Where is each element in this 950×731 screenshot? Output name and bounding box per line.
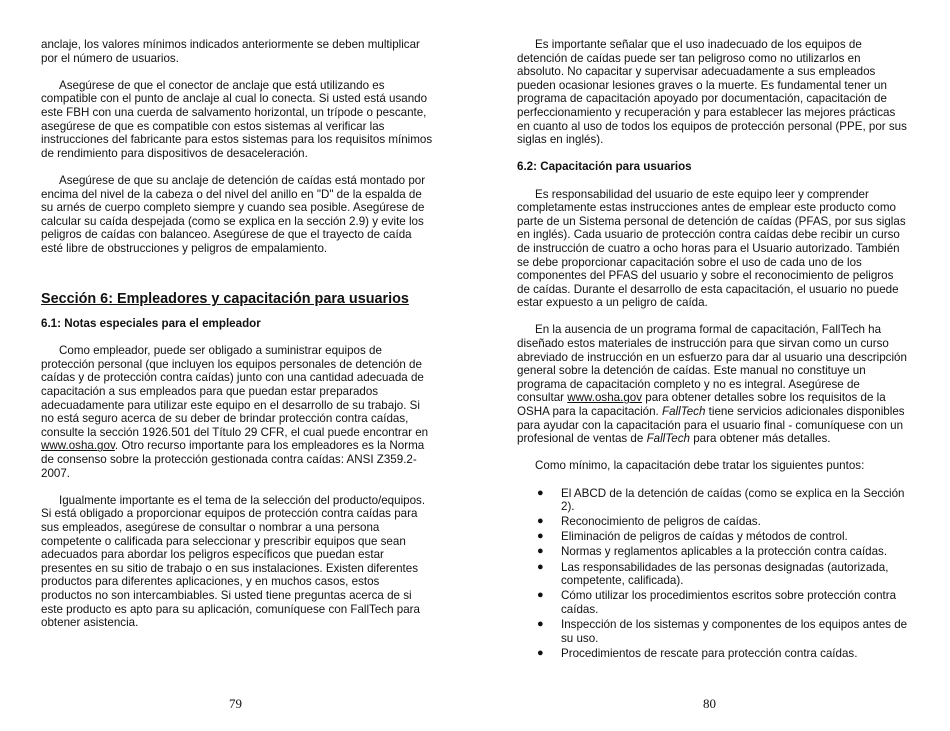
paragraph-anchor-continued: anclaje, los valores mínimos indicados anteriormente se deben multiplicar por el número de usuarios. — [41, 38, 420, 65]
bullet-icon: ● — [537, 617, 544, 630]
list-item: ● El ABCD de la detención de caídas (como se explica en la Sección 2). — [537, 486, 905, 514]
page-number-right: 80 — [703, 696, 716, 711]
list-item: ● Cómo utilizar los procedimientos escritos sobre protección contra caídas. — [537, 589, 897, 616]
list-item: ● Reconocimiento de peligros de caídas. — [537, 515, 761, 529]
list-item: ● Inspección de los sistemas y componentes de los equipos antes de su uso. — [537, 617, 908, 645]
paragraph-minimum-training: Como mínimo, la capacitación debe tratar los siguientes puntos: — [535, 459, 865, 473]
bullet-icon: ● — [537, 560, 544, 573]
paragraph-misuse-warning: Es importante señalar que el uso inadecuado de los equipos de detención de caídas puede ser tan peligroso como no utilizarlos en absoluto. No capacitar y supervisar adecuadamente a sus empleados pueden ocasionar lesiones graves o la muerte. Es fundamental tener un programa de capacitación apoyado por documentación, capacitación de perfeccionamiento y recuperación y para establecer las mejores prácticas en cuanto al uso de todos los equipos de protección personal (PPE, por sus siglas en inglés). — [517, 38, 907, 147]
bullet-icon: ● — [537, 530, 544, 543]
osha-link-2[interactable]: www.osha.gov — [567, 391, 643, 405]
list-item: ● Normas y reglamentos aplicables a la protección contra caídas. — [537, 545, 888, 559]
list-item: ● Procedimientos de rescate para protección contra caídas. — [537, 646, 858, 660]
section-6-title: Sección 6: Empleadores y capacitación para usuarios — [41, 291, 409, 308]
paragraph-user-responsibility: Es responsabilidad del usuario de este equipo leer y comprender completamente estas instrucciones antes de emplear este producto como parte de un Sistema personal de detención de caídas (PFAS, por sus siglas en inglés). Cada usuario de protección contra caídas debe recibir un curso de instrucción de cuatro a ocho horas para el Usuario autorizado. También se debe proporcionar capacitación sobre el uso de cada uno de los componentes del PFAS del usuario y sobre el reconocimiento de peligros de caídas. Durante el desarrollo de esta capacitación, el usuario no puede estar expuesto a un peligro de caída. — [517, 187, 906, 310]
paragraph-anchor-mounting: Asegúrese de que su anclaje de detención de caídas está montado por encima del nivel de la cabeza o del nivel del anillo en "D" de la espalda de su arnés de cuerpo completo siempre y cuando sea posible. Asegúrese de calcular su caída despejada (como se explica en la sección 2.9) y evite los peligros de caídas con balanceo. Asegúrese de que el trayecto de caída esté libre de obstrucciones y peligros de empalamiento. — [41, 173, 426, 255]
list-item: ● Las responsabilidades de las personas designadas (autorizada, competente, calificada). — [537, 560, 889, 588]
left-page — [41, 38, 433, 630]
bullet-icon: ● — [537, 646, 544, 659]
subsection-6-2-title: 6.2: Capacitación para usuarios — [517, 160, 692, 174]
paragraph-anchor-connector: Asegúrese de que el conector de anclaje que está utilizando es compatible con el punto de anclaje al cual lo conecta. Si usted está usando este FBH con una cuerda de salvamento horizontal, un trípode o pescante, asegúrese de que es compatible con estos sistemas al verificar las instrucciones del fabricante para estos sistemas para los requisitos mínimos de rendimiento para dispositivos de desaceleración. — [41, 78, 433, 160]
paragraph-product-selection: Igualmente importante es el tema de la selección del producto/equipos. Si está obligado a proporcionar equipos de protección contra caídas para sus empleados, asegúrese de consultar o nombrar a una persona competente o calificada para seleccionar y prescribir equipos que sean adecuados para abordar los peligros específicos que puedan estar presentes en su sitio de trabajo o en sus instalaciones. Existen diferentes productos para diferentes aplicaciones, y en muchos casos, estos productos no son intercambiables. Si usted tiene preguntas acerca de si este producto es apto para su aplicación, comuníquese con FallTech para obtener asistencia. — [41, 493, 426, 630]
bullet-icon: ● — [537, 589, 544, 602]
bullet-icon: ● — [537, 515, 544, 528]
subsection-6-1-title: 6.1: Notas especiales para el empleador — [41, 317, 261, 331]
right-page — [517, 38, 909, 662]
list-item: ● Eliminación de peligros de caídas y métodos de control. — [537, 530, 848, 544]
osha-link[interactable]: www.osha.gov — [41, 439, 115, 453]
paragraph-formal-training: En la ausencia de un programa formal de capacitación, FallTech ha diseñado estos materiales de instrucción para que sirvan como un curso abreviado de instrucción en un esfuerzo para dar al usuario una descripción general sobre la detención de caídas. Este manual no constituye un programa de capacitación completo y no es integral. Asegúrese de consultar www.osha.gov para obtener detalles sobre los requisitos de la OSHA para la capacitación. FallTech tiene servicios adicionales disponibles para ayudar con la capacitación para el usuario final - comuníquese con un profesional de ventas de FallTech para obtener más detalles. — [517, 323, 907, 446]
bullet-icon: ● — [537, 545, 544, 558]
training-topics-list — [517, 487, 909, 661]
page-number-left: 79 — [229, 696, 242, 711]
paragraph-employer-duty: Como empleador, puede ser obligado a suministrar equipos de protección personal (que incluyen los equipos personales de detención de caídas y de protección contra caídas) junto con una cantidad adecuada de capacitación a sus empleados para que puedan estar preparados adecuadamente para utilizar este equipo en el desarrollo de su trabajo. Si no está seguro acerca de su deber de brindar protección contra caídas, consulte la sección 1926.501 del Título 29 CFR, el cual puede encontrar en www.osha.gov. Otro recurso importante para los empleadores es la Norma de consenso sobre la protección gestionada contra caídas: ANSI Z359.2-2007. — [41, 344, 429, 480]
bullet-icon: ● — [537, 486, 544, 499]
